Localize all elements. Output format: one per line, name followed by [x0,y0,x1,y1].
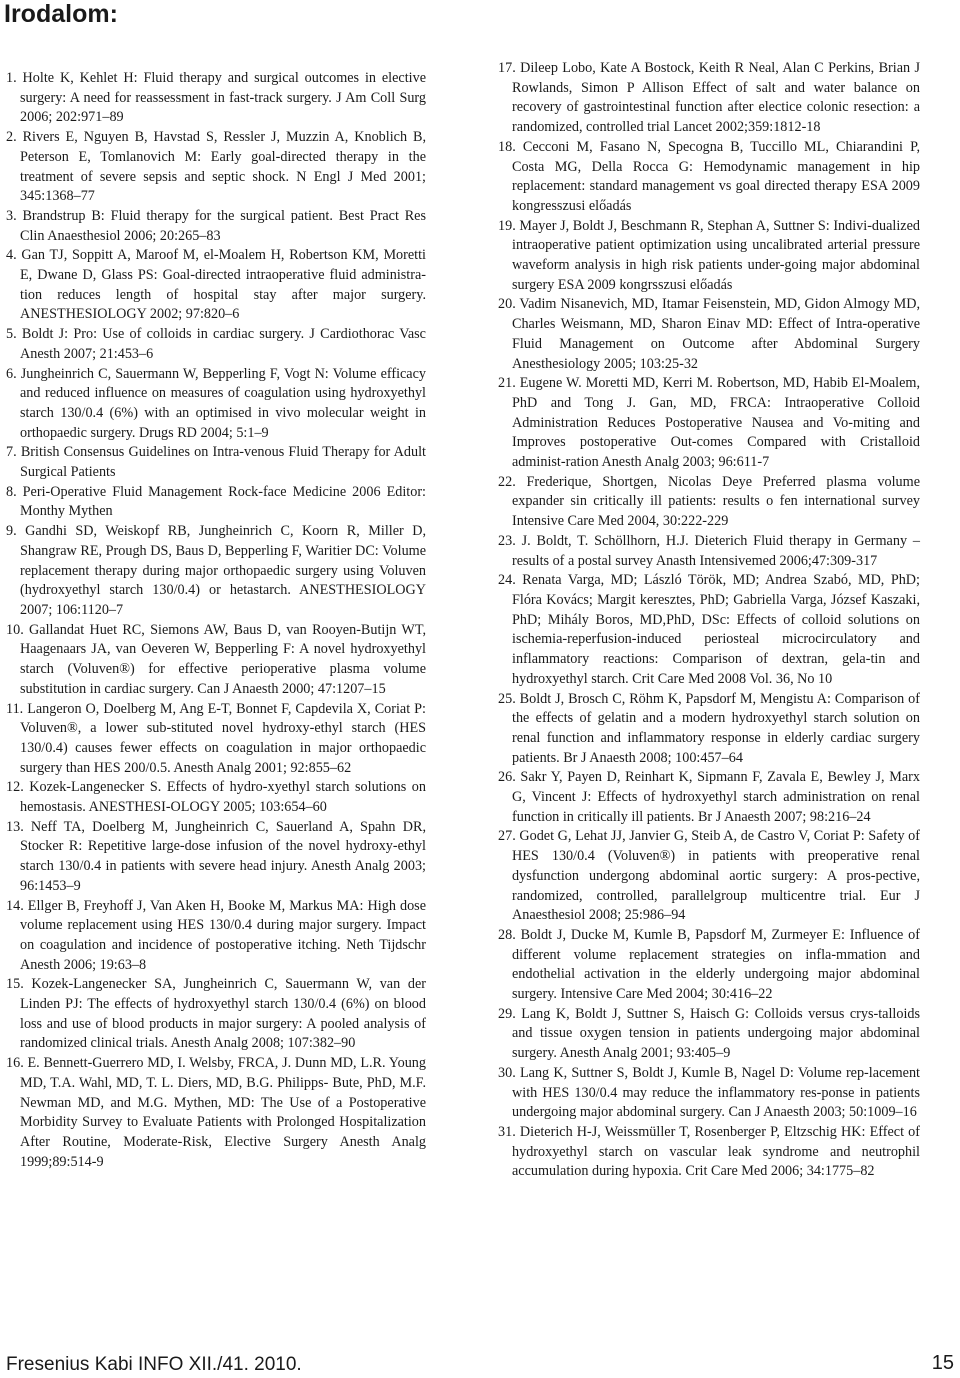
reference-item: 3. Brandstrup B: Fluid therapy for the surgical patient. Best Pract Res Clin Anaesthesiol 2006; 20:265–83 [6,207,426,244]
reference-item: 27. Godet G, Lehat JJ, Janvier G, Steib A, de Castro V, Coriat P: Safety of HES 130/0.4 (Voluven®) in patients with preoperative renal dysfunction undergong abdominal aortic surgery: A pros-pective, randomized, controlled, parallelgroup multicentre trial. Eur J Anaesthesiol 2008; 25:986–94 [498,828,920,924]
reference-item: 20. Vadim Nisanevich, MD, Itamar Feisenstein, MD, Gidon Almogy MD, Charles Weismann, MD, Sharon Einav MD: Effect of Intra-operative Fluid Management on Outcome after Abdominal Surgery Anesthesiology 2005; 103:25-32 [498,296,920,372]
reference-item: 13. Neff TA, Doelberg M, Jungheinrich C, Sauerland A, Spahn DR, Stocker R: Repetitive large-dose infusion of the novel hydroxy-ethyl starch 130/0.4 in patients with severe head injury. Anesth Analg 2003; 96:1453–9 [6,818,426,894]
reference-item: 21. Eugene W. Moretti MD, Kerri M. Robertson, MD, Habib El-Moalem, PhD and Tong J. Gan, MD, FRCA: Intraoperative Colloid Administration Reduces Postoperative Nausea and Vo-miting and Improves postoperative Out-comes Compared with Cristalloid administ-ration Anesth Analg 2003; 96:611-7 [498,375,920,471]
footer-publication: Fresenius Kabi INFO XII./41. 2010. [6,1354,302,1375]
reference-item: 18. Cecconi M, Fasano N, Specogna B, Tuccillo ML, Chiarandini P, Costa MG, Della Rocca G: Hemodynamic management in hip replacement: standard management vs goal directed therapy ESA 2009 kongresszusi előadás [498,138,920,214]
reference-item: 11. Langeron O, Doelberg M, Ang E-T, Bonnet F, Capdevila X, Coriat P: Voluven®, a lower sub-stituted novel hydroxy-ethyl starch (HES 130/0.4) causes fewer effects on coagulation in major orthopaedic surgery than HES 200/0.5. Anesth Analg 2001; 92:855–62 [6,700,426,776]
reference-item: 16. E. Bennett-Guerrero MD, I. Welsby, FRCA, J. Dunn MD, L.R. Young MD, T.A. Wahl, MD, T. L. Diers, MD, B.G. Philipps- Bute, PhD, M.F. Newman MD, and M.G. Mythen, MD: The Use of a Postoperative Morbidity Survey to Evaluate Patients with Prolonged Hospitalization After Routine, Moderate-Risk, Elective Surgery Anesth Analg 1999;89:514-9 [6,1055,426,1170]
reference-item: 9. Gandhi SD, Weiskopf RB, Jungheinrich C, Koorn R, Miller D, Shangraw RE, Prough DS, Baus D, Bepperling F, Waritier DC: Volume replacement therapy during major orthopaedic surgery using Voluven (hydroxyethyl starch 130/0.4) or hetastarch. ANESTHESIOLOGY 2007; 106:1120–7 [6,523,426,618]
reference-item: 23. J. Boldt, T. Schöllhorn, H.J. Dieterich Fluid therapy in Germany – results of a postal survey Anasth Intensivemed 2006;47:309-317 [498,532,920,569]
reference-item: 14. Ellger B, Freyhoff J, Van Aken H, Booke M, Markus MA: High dose volume replacement using HES 130/0.4 during major surgery. Impact on coagulation and incidence of postoperative itching. Neth Tijdschr Anesth 2006; 19:63–8 [6,897,426,973]
reference-item: 29. Lang K, Boldt J, Suttner S, Haisch G: Colloids versus crys-talloids and tissue oxygen tension in patients undergoing major abdominal surgery. Anesth Analg 2001; 93:405–9 [498,1005,920,1062]
reference-item: 17. Dileep Lobo, Kate A Bostock, Keith R Neal, Alan C Perkins, Brian J Rowlands, Simon P Allison Effect of salt and water balance on recovery of gastrointestinal function after electice colonic resection: a randomized, controlled trial Lancet 2002;359:1812-18 [498,60,920,136]
reference-item: 15. Kozek-Langenecker SA, Jungheinrich C, Sauermann W, van der Linden PJ: The effects of hydroxyethyl starch 130/0.4 (6%) on blood loss and use of blood products in major surgery: A pooled analysis of randomized clinical trials. Anesth Analg 2008; 107:382–90 [6,976,426,1052]
reference-item: 5. Boldt J: Pro: Use of colloids in cardiac surgery. J Cardiothorac Vasc Anesth 2007; 21:453–6 [6,326,426,362]
page-title: Irodalom: [4,0,118,28]
reference-item: 4. Gan TJ, Soppitt A, Maroof M, el-Moalem H, Robertson KM, Moretti E, Dwane D, Glass PS: Goal-directed intraoperative fluid administra-tion reduces length of hospital stay after major surgery. ANESTHESIOLOGY 2002; 97:820–6 [6,247,426,323]
reference-item: 31. Dieterich H-J, Weissmüller T, Rosenberger P, Eltzschig HK: Effect of hydroxyethyl starch on vascular leak syndrome and neutrophil accumulation during hypoxia. Crit Care Med 2006; 34:1775–82 [498,1123,920,1180]
reference-item: 30. Lang K, Suttner S, Boldt J, Kumle B, Nagel D: Volume rep-lacement with HES 130/0.4 may reduce the inflammatory res-ponse in patients undergoing major abdominal surgery. Can J Anaesth 2003; 50:1009–16 [498,1064,920,1121]
reference-item: 7. British Consensus Guidelines on Intra-venous Fluid Therapy for Adult Surgical Patients [6,444,426,481]
reference-item: 10. Gallandat Huet RC, Siemons AW, Baus D, van Rooyen-Butijn WT, Haagenaars JA, van Oeveren W, Bepperling F: A novel hydroxyethyl starch (Voluven®) for effective perioperative plasma volume substitution in cardiac surgery. Can J Anaesth 2000; 47:1207–15 [6,621,426,697]
reference-item: 28. Boldt J, Ducke M, Kumle B, Papsdorf M, Zurmeyer E: Influence of different volume replacement strategies on infla-mmation and endothelial activation in the elderly undergoing major abdominal surgery. Intensive Care Med 2004; 30:416–22 [498,926,920,1003]
reference-item: 6. Jungheinrich C, Sauermann W, Bepperling F, Vogt N: Volume efficacy and reduced influence on measures of coagulation using hydroxyethyl starch 130/0.4 (6%) with an optimised in vivo molecular weight in orthopaedic surgery. Drugs RD 2004; 5:1–9 [6,365,426,441]
reference-item: 24. Renata Varga, MD; László Török, MD; Andrea Szabó, MD, PhD; Flóra Kovács; Margit keresztes, PhD; Gabriella Varga, József Kaszaki, PhD; Mihály Boros, MD,PhD, DSc: Effects of colloid solutions on ischemia-reperfusion-induced periosteal microcirculatory and inflammatory reactions: Comparison of dextran, gela-tin and hydroxyethyl starch. Crit Care Med 2008 Vol. 36, No 10 [498,572,920,687]
reference-item: 2. Rivers E, Nguyen B, Havstad S, Ressler J, Muzzin A, Knoblich B, Peterson E, Tomlanovich M: Early goal-directed therapy in the treatment of severe sepsis and septic shock. N Engl J Med 2001; 345:1368–77 [6,129,426,205]
reference-item: 26. Sakr Y, Payen D, Reinhart K, Sipmann F, Zavala E, Bewley J, Marx G, Vincent J: Effects of hydroxyethyl starch administration on renal function in critically ill patients. Br J Anaesth 2007; 98:216–24 [498,769,920,825]
page-number: 15 [931,1352,954,1374]
reference-item: 22. Frederique, Shortgen, Nicolas Deye Preferred plasma volume expander sin critically ill patients: results o fen international survey Intensive Care Med 2004, 30:222-229 [498,473,920,530]
reference-item: 19. Mayer J, Boldt J, Beschmann R, Stephan A, Suttner S: Indivi-dualized intraoperative patient optimization using uncalibrated arterial pressure waveform analysis in high risk patients under-going major abdominal surgery ESA 2009 kongrsszusi előadás [498,217,920,293]
reference-item: 1. Holte K, Kehlet H: Fluid therapy and surgical outcomes in elective surgery: A need for reassessment in fast-track surgery. J Am Coll Surg 2006; 202:971–89 [6,70,426,126]
reference-item: 8. Peri-Operative Fluid Management Rock-face Medicine 2006 Editor: Monthy Mythen [6,483,426,520]
references-right-column [498,59,920,1182]
reference-item: 12. Kozek-Langenecker S. Effects of hydro-xyethyl starch solutions on hemostasis. ANESTHESI-OLOGY 2005; 103:654–60 [6,779,426,816]
reference-item: 25. Boldt J, Brosch C, Röhm K, Papsdorf M, Mengistu A: Comparison of the effects of gelatin and a modern hydroxyethyl starch solution on renal function and inflammatory response in elderly cardiac surgery patients. Br J Anaesth 2008; 100:457–64 [498,690,920,766]
references-left-column [6,69,426,1172]
